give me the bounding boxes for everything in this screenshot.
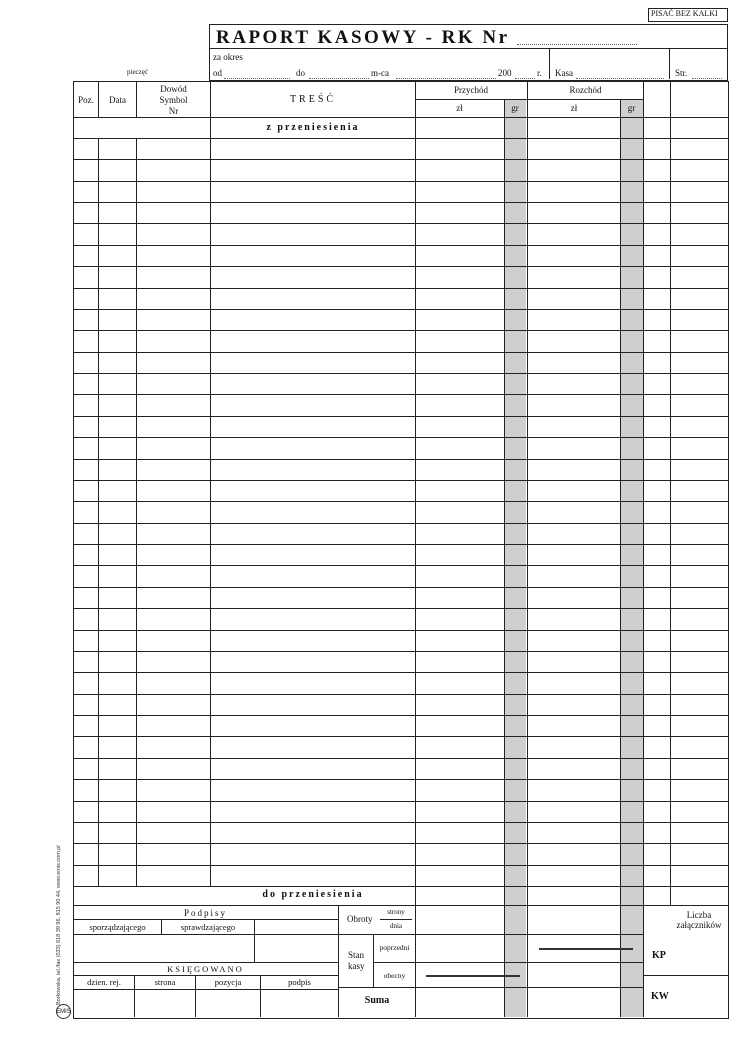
sum-label: Suma <box>364 995 390 1006</box>
previous-state-label: poprzedni <box>379 943 410 952</box>
carried-forward-label: z przeniesienia <box>266 122 360 133</box>
table-row-line <box>73 159 728 160</box>
col-income: Przychód <box>454 85 488 95</box>
table-row-line <box>73 843 728 844</box>
side-imprint: Borkowska, tel./fax (033) 818 39 96, 815 90 44, www.emis.com.pl <box>56 845 62 1005</box>
col-expense: Rozchód <box>569 85 602 95</box>
table-row-line <box>73 266 728 267</box>
table-row-line <box>73 672 728 673</box>
table-row-line <box>73 309 728 310</box>
table-row-line <box>73 715 728 716</box>
prepared-by-label: sporządzającego <box>89 922 146 932</box>
table-row-line <box>73 651 728 652</box>
expense-gr-column <box>620 100 643 1017</box>
col-expense-zl: zł <box>570 103 578 113</box>
signatures-label: Podpisy <box>183 908 227 918</box>
table-row-line <box>73 181 728 182</box>
table-row-line <box>73 288 728 289</box>
period-year-field[interactable] <box>515 78 535 79</box>
kw-label: KW <box>651 991 669 1002</box>
turnover-bottom: dnia <box>389 922 403 930</box>
current-state-label: obecny <box>383 971 406 980</box>
checked-by-label: sprawdzającego <box>180 922 236 932</box>
period-to-label: do <box>296 68 305 78</box>
table-row-line <box>73 223 728 224</box>
table-row-line <box>73 330 728 331</box>
period-from-field[interactable] <box>224 78 290 79</box>
table-row-line <box>73 801 728 802</box>
table-row-line <box>73 352 728 353</box>
period-month-label: m-ca <box>371 68 389 78</box>
cash-state-line1: Stan <box>348 950 365 960</box>
period-to-field[interactable] <box>309 78 369 79</box>
publisher-logo: EMIS <box>56 1004 71 1019</box>
col-date: Data <box>109 95 126 105</box>
table-row-line <box>73 523 728 524</box>
table-row-line <box>73 587 728 588</box>
col-content: TREŚĆ <box>289 94 337 105</box>
col-income-zl: zł <box>456 103 463 113</box>
table-row-line <box>73 865 728 866</box>
cash-state-line2: kasy <box>348 961 365 971</box>
report-title: RAPORT KASOWY - RK Nr <box>216 27 510 48</box>
turnover-label: Obroty <box>347 914 373 924</box>
carry-over-label: do przeniesienia <box>262 889 364 900</box>
col-expense-gr: gr <box>627 103 636 113</box>
table-row-line <box>73 779 728 780</box>
turnover-top: strony <box>387 908 405 916</box>
signature-label: podpis <box>288 977 311 987</box>
income-gr-column <box>504 100 526 1017</box>
table-row-line <box>73 459 728 460</box>
period-label: za okres <box>213 52 243 62</box>
page-label-footer: strona <box>154 977 176 987</box>
col-pos: Poz. <box>78 95 94 105</box>
period-year-label: 200 <box>498 68 512 78</box>
cash-register-field[interactable] <box>576 78 664 79</box>
table-row-line <box>73 694 728 695</box>
table-row-line <box>73 608 728 609</box>
journal-day-label: dzien. rej. <box>87 977 121 987</box>
table-row-line <box>73 501 728 502</box>
posted-label: KSIĘGOWANO <box>167 964 244 974</box>
col-income-gr: gr <box>511 103 519 113</box>
kp-label: KP <box>652 950 666 961</box>
table-row-line <box>73 437 728 438</box>
table-row-line <box>73 565 728 566</box>
table-row-line <box>73 630 728 631</box>
table-row-line <box>73 544 728 545</box>
period-from-label: od <box>213 68 222 78</box>
table-row-line <box>73 758 728 759</box>
seal-label: pieczęć <box>127 68 148 76</box>
cash-register-label: Kasa <box>555 68 573 78</box>
current-expense-strike <box>539 948 633 950</box>
table-row-line <box>73 480 728 481</box>
table-row-line <box>73 202 728 203</box>
attachments-line2: załączników <box>676 920 722 930</box>
previous-income-strike <box>426 975 520 977</box>
table-row-line <box>73 736 728 737</box>
attachments-line1: Liczba <box>686 910 712 920</box>
period-year-suffix: r. <box>537 68 542 78</box>
col-document-line1: Dowód <box>160 84 187 94</box>
no-carbon-stamp-text: PISAĆ BEZ KALKI <box>651 9 718 18</box>
period-month-field[interactable] <box>396 78 496 79</box>
page-field[interactable] <box>692 78 722 79</box>
table-row-line <box>73 373 728 374</box>
table-row-line <box>73 822 728 823</box>
table-row-line <box>73 394 728 395</box>
table-row-line <box>73 245 728 246</box>
table-row-line <box>73 416 728 417</box>
position-label: pozycja <box>214 977 242 987</box>
report-number-field[interactable] <box>517 44 637 45</box>
col-document-line3: Nr <box>168 106 179 116</box>
col-document-line2: Symbol <box>159 95 188 105</box>
page-label: Str. <box>675 68 688 78</box>
